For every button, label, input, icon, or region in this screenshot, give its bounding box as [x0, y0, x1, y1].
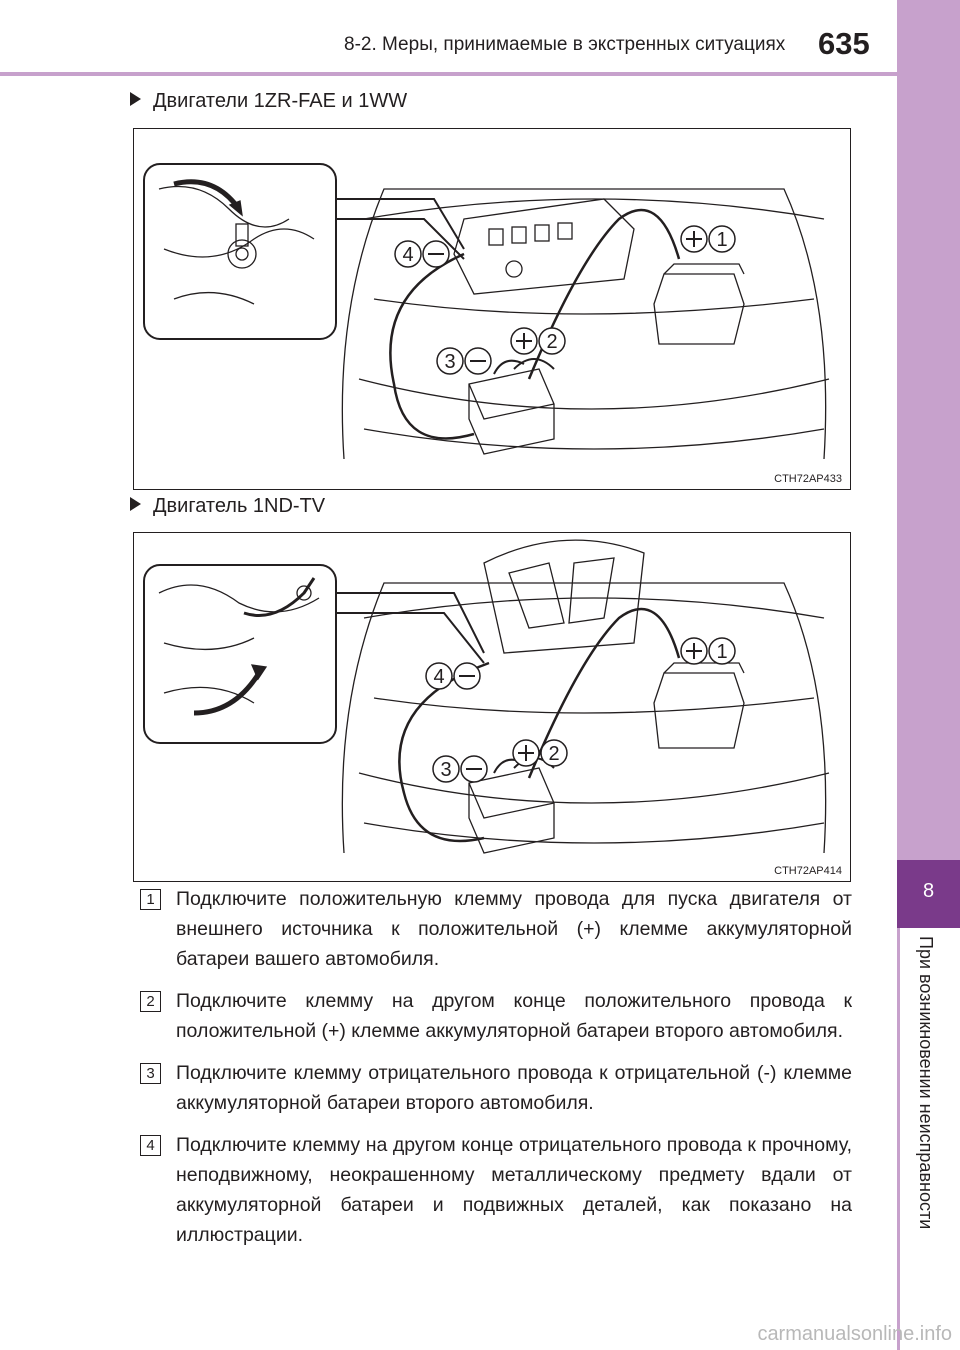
variant-heading-text: Двигатели 1ZR-FAE и 1WW — [153, 90, 408, 112]
chapter-title-tab — [897, 928, 960, 1350]
step-list — [140, 884, 852, 1262]
step-item — [140, 986, 852, 1046]
step-number: 4 — [140, 1135, 161, 1156]
step-text: Подключите положительную клемму провода для пуска двигателя от внешнего источника к положительной (+) клемме аккумуляторной батареи вашего автомобиля. — [176, 888, 852, 970]
watermark: carmanualsonline.info — [757, 1323, 952, 1345]
callout-3-label: 3 — [440, 759, 452, 781]
variant-heading-text: Двигатель 1ND-TV — [153, 495, 326, 517]
step-text: Подключите клемму на другом конце положительного провода к положительной (+) клемме аккумуляторной батареи второго автомобиля. — [176, 990, 852, 1042]
side-rule — [897, 928, 900, 1350]
page-number: 635 — [818, 26, 870, 61]
callout-4-label: 4 — [433, 666, 445, 688]
chapter-number: 8 — [922, 880, 935, 902]
callout-2-label: 2 — [546, 331, 558, 353]
section-title: 8-2. Меры, принимаемые в экстренных ситуациях — [344, 34, 786, 55]
figure-code: CTH72AP433 — [774, 473, 842, 485]
engine-bay-illustration-2 — [134, 533, 850, 881]
figure-code: CTH72AP414 — [774, 865, 842, 877]
step-item — [140, 1130, 852, 1250]
step-number: 2 — [140, 991, 161, 1012]
step-text: Подключите клемму на другом конце отрицательного провода к прочному, неподвижному, неокрашенному металлическому предмету вдали от аккумуляторной батареи и подвижных деталей, как показано на иллюстрации. — [176, 1134, 852, 1246]
step-item — [140, 1058, 852, 1118]
header-rule — [0, 72, 897, 76]
chapter-tab[interactable] — [897, 860, 960, 928]
callout-4-label: 4 — [402, 244, 414, 266]
callout-1-label: 1 — [716, 229, 728, 251]
side-tab-band — [897, 0, 960, 860]
step-number: 3 — [140, 1063, 161, 1084]
engine-bay-illustration-1 — [134, 129, 850, 489]
engine-bay-figure-1 — [133, 128, 851, 490]
step-number: 1 — [140, 889, 161, 910]
variant-heading-2 — [130, 495, 325, 518]
callout-3-label: 3 — [444, 351, 456, 373]
step-text: Подключите клемму отрицательного провода к отрицательной (-) клемме аккумуляторной батареи второго автомобиля. — [176, 1062, 852, 1114]
chapter-title: При возникновении неисправности — [916, 936, 936, 1230]
triangle-bullet-icon — [130, 497, 141, 511]
callout-1-label: 1 — [716, 641, 728, 663]
triangle-bullet-icon — [130, 92, 141, 106]
step-item — [140, 884, 852, 974]
callout-2-label: 2 — [548, 743, 560, 765]
variant-heading-1 — [130, 90, 407, 113]
engine-bay-figure-2 — [133, 532, 851, 882]
